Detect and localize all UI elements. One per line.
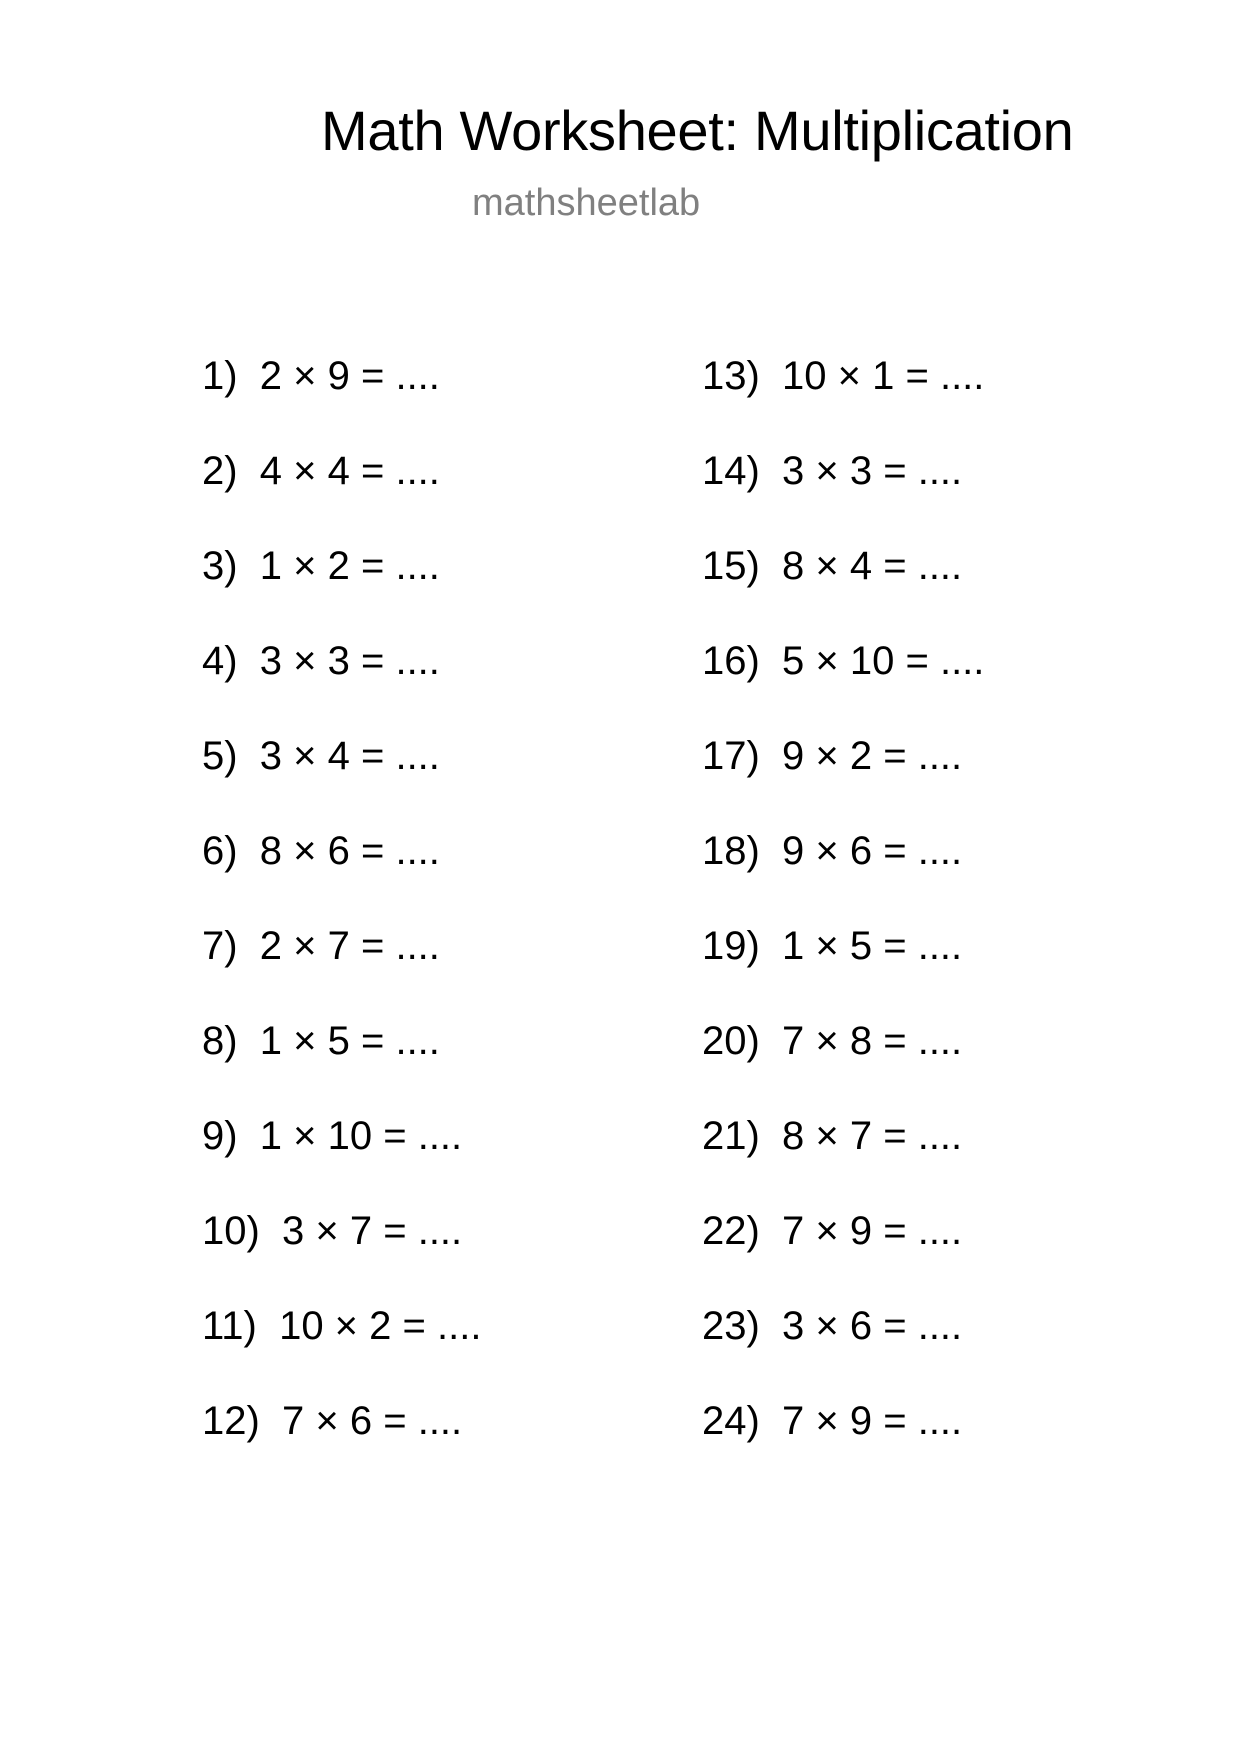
problem-item: 15) 8 × 4 = ....	[702, 544, 963, 588]
problem-item: 4) 3 × 3 = ....	[202, 639, 440, 683]
problem-item: 24) 7 × 9 = ....	[702, 1399, 963, 1443]
problem-item: 23) 3 × 6 = ....	[702, 1304, 963, 1348]
problem-item: 10) 3 × 7 = ....	[202, 1209, 463, 1253]
problems-column-left	[202, 329, 481, 1469]
problem-item: 14) 3 × 3 = ....	[702, 449, 963, 493]
problem-item: 9) 1 × 10 = ....	[202, 1114, 463, 1158]
problem-item: 19) 1 × 5 = ....	[702, 924, 963, 968]
problem-item: 7) 2 × 7 = ....	[202, 924, 440, 968]
problem-item: 16) 5 × 10 = ....	[702, 639, 985, 683]
problem-item: 18) 9 × 6 = ....	[702, 829, 963, 873]
problem-item: 12) 7 × 6 = ....	[202, 1399, 463, 1443]
problem-item: 5) 3 × 4 = ....	[202, 734, 440, 778]
problem-item: 1) 2 × 9 = ....	[202, 354, 440, 398]
problem-item: 2) 4 × 4 = ....	[202, 449, 440, 493]
problem-item: 22) 7 × 9 = ....	[702, 1209, 963, 1253]
problem-item: 8) 1 × 5 = ....	[202, 1019, 440, 1063]
worksheet-subtitle: mathsheetlab	[472, 182, 701, 224]
problem-item: 13) 10 × 1 = ....	[702, 354, 985, 398]
problem-item: 21) 8 × 7 = ....	[702, 1114, 963, 1158]
problem-item: 3) 1 × 2 = ....	[202, 544, 440, 588]
problem-item: 6) 8 × 6 = ....	[202, 829, 440, 873]
problem-item: 17) 9 × 2 = ....	[702, 734, 963, 778]
problem-item: 11) 10 × 2 = ....	[202, 1304, 482, 1348]
worksheet-title: Math Worksheet: Multiplication	[321, 99, 1074, 162]
problem-item: 20) 7 × 8 = ....	[702, 1019, 963, 1063]
problems-column-right	[702, 329, 984, 1469]
